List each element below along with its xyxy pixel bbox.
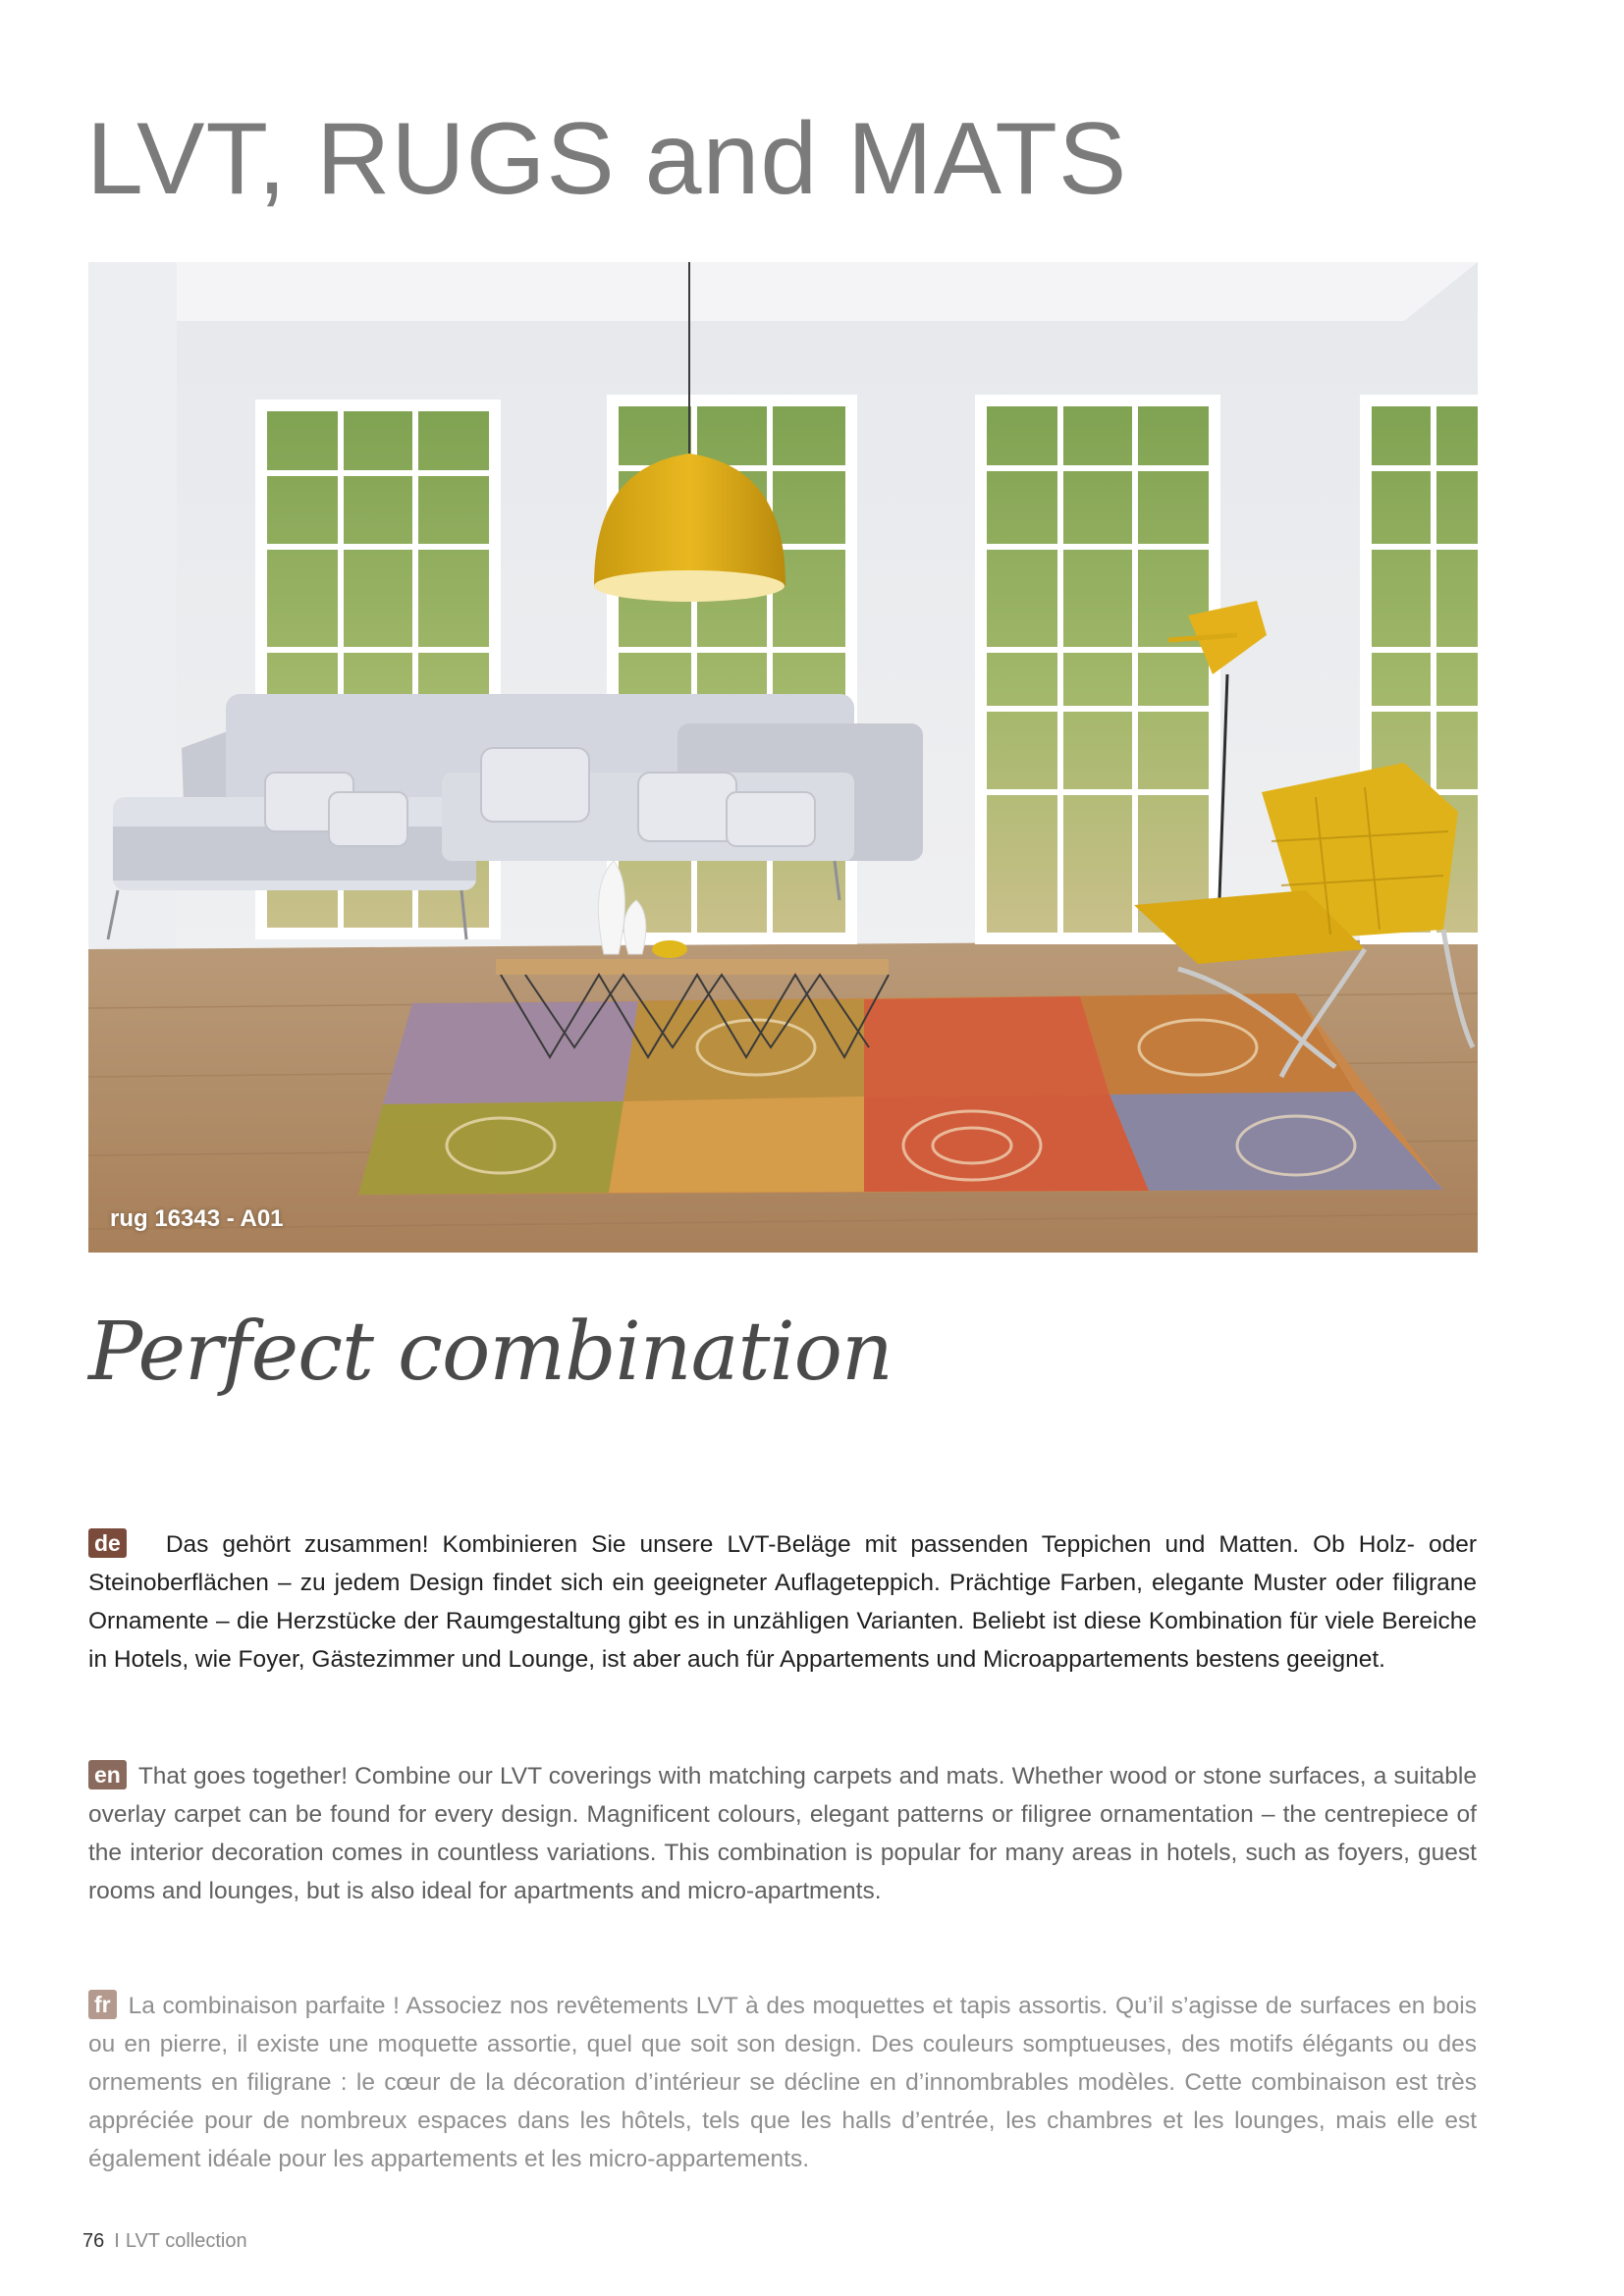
page-title: LVT, RUGS and MATS (86, 102, 1128, 216)
paragraph-de (88, 1525, 1477, 1679)
page-footer (82, 2230, 247, 2253)
language-tag-fr: fr (88, 1990, 117, 2019)
paragraph-en-text: That goes together! Combine our LVT coverings with matching carpets and mats. Whether wood or stone surfaces, a suitable overlay carpet can be found for every design. Magnificent colours, elegant patterns or filigree ornamentation – the centrepiece of the interior decoration comes in countless variations. This combination is popular for many areas in hotels, such as foyers, guest rooms and lounges, but is also ideal for apartments and micro-apartments. (88, 1763, 1477, 1904)
interior-photo (88, 262, 1478, 1253)
language-tag-de: de (88, 1528, 127, 1558)
paragraph-fr-text: La combinaison parfaite ! Associez nos revêtements LVT à des moquettes et tapis assortis. Qu’il s’agisse de surfaces en bois ou en pierre, il existe une moquette assortie, quel que soit son design. Des couleurs somptueuses, des motifs élégants ou des ornements en filigrane : le cœur de la décoration d’intérieur se décline en d’innombrables modèles. Cette combinaison est très appréciée pour de nombreux espaces dans les hôtels, tels que les halls d’entrée, les chambres et les lounges, mais elle est également idéale pour les appartements et les micro-appartements. (88, 1993, 1477, 2172)
paragraph-fr (88, 1987, 1477, 2178)
paragraph-de-text: Das gehört zusammen! Kombinieren Sie unsere LVT-Beläge mit passenden Teppichen und Matten. Ob Holz- oder Steinoberflächen – zu jedem Design findet sich ein geeigneter Auflageteppich. Prächtige Farben, elegante Muster oder filigrane Ornamente – die Herzstücke der Raumgestaltung gibt es in unzähligen Varianten. Beliebt ist diese Kombination für viele Bereiche in Hotels, wie Foyer, Gästezimmer und Lounge, ist aber auch für Appartements und Microappartements bestens geeignet. (88, 1531, 1477, 1673)
language-tag-en: en (88, 1760, 127, 1789)
footer-separator: I (114, 2230, 120, 2252)
page-number: 76 (82, 2230, 105, 2252)
photo-caption: rug 16343 - A01 (110, 1205, 284, 1232)
paragraph-en (88, 1757, 1477, 1910)
footer-label: LVT collection (125, 2230, 247, 2252)
section-subtitle: Perfect combination (88, 1306, 893, 1399)
